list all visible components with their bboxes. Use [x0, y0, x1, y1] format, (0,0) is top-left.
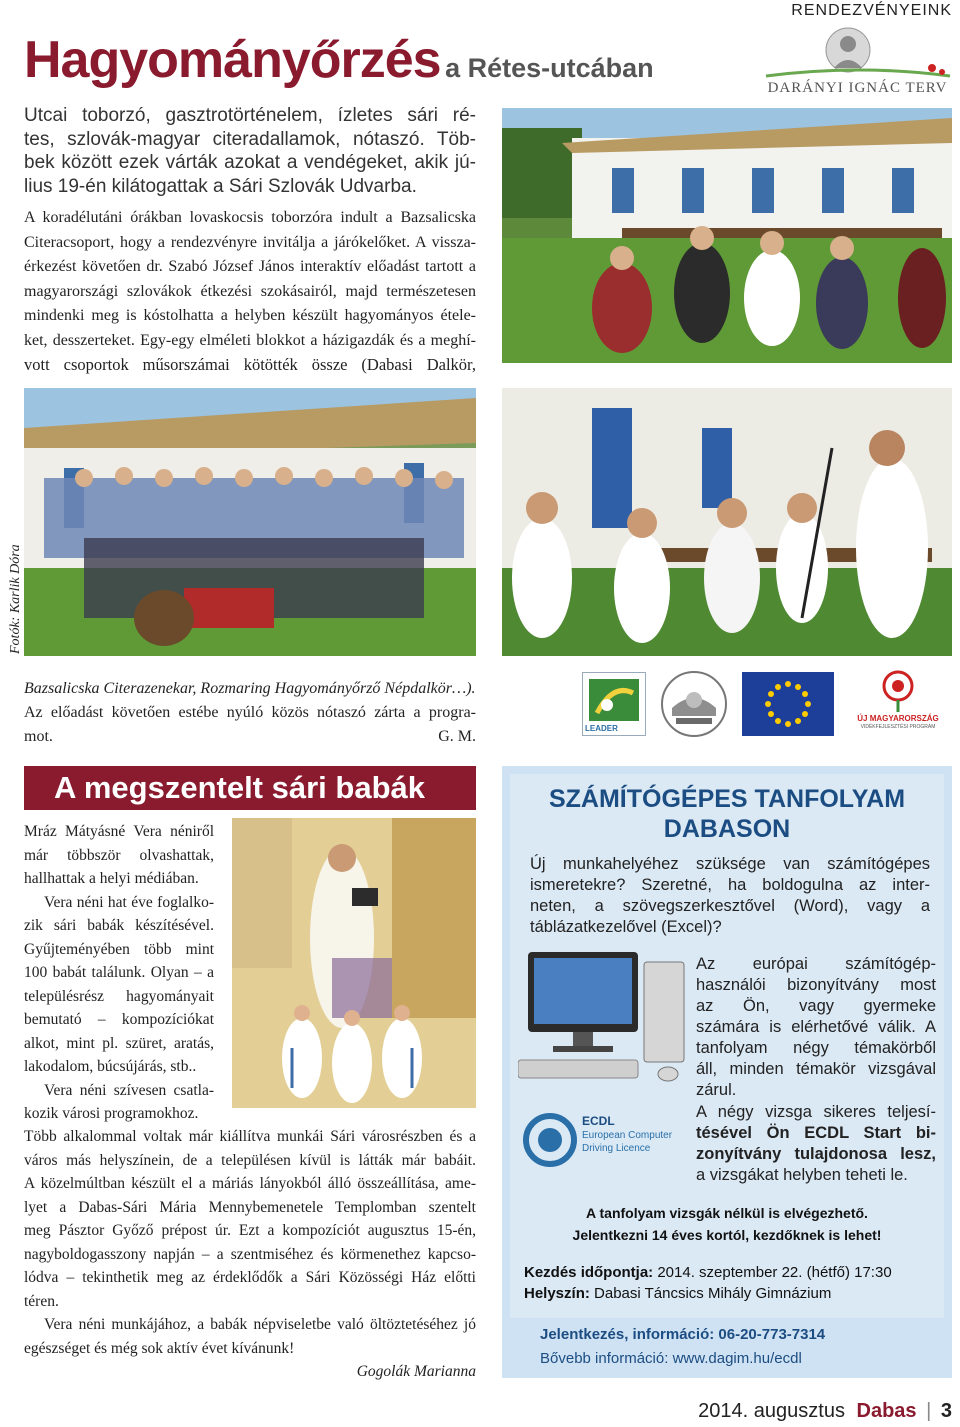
article2-wide-text	[24, 1125, 476, 1384]
article-title	[24, 30, 654, 90]
article2-narrow-text	[24, 820, 214, 1126]
lead-line: bek között ezek várták azokat a vendégeket, akik jú-	[24, 152, 476, 173]
ad-schedule	[524, 1262, 944, 1304]
final-line: egészséget és még sok aktív évet kívánunk!	[24, 1339, 295, 1357]
ad-ecdl-line: zonyítvány tulajdonosa lesz,	[696, 1145, 936, 1163]
uj-magyarorszag-logo	[842, 668, 954, 740]
page-footer	[698, 1400, 952, 1423]
ad-right-text	[696, 954, 936, 1101]
lead-line: lius 19-én kilátogattak a Sári Szlovák Udvarba.	[24, 175, 417, 197]
ecdl-line2: Driving Licence	[582, 1143, 651, 1154]
wide-line: Több alkalommal voltak már kiállítva munkái Sári városrészben és a	[24, 1128, 476, 1145]
photo-church-dolls	[232, 818, 476, 1108]
leader-label: LEADER	[585, 724, 618, 733]
wide-line: város más helyszínein, de a településen kívül is látták már babáit.	[24, 1151, 476, 1169]
body-paragraph	[24, 206, 476, 378]
narrow-line: hallhattak a helyi médiában.	[24, 870, 199, 887]
ad-intro	[530, 854, 930, 938]
start-value: 2014. szeptember 22. (hétfő) 17:30	[657, 1264, 892, 1281]
body-line: ket, desszerteket. Egy-egy elméleti blokkot a házigazdák és a meghí-	[24, 331, 476, 349]
ad-title-line: SZÁMÍTÓGÉPES TANFOLYAM	[548, 785, 906, 813]
ad-contact: Jelentkezés, információ: 06-20-773-7314	[540, 1326, 826, 1343]
continuation-paragraph	[24, 677, 476, 749]
ad-intro-line: táblázatkezelővel (Excel)?	[530, 918, 722, 936]
narrow-line: kozik városi programokhoz.	[24, 1105, 199, 1122]
narrow-line: Vera néni szívesen csatla-	[44, 1081, 214, 1099]
narrow-line: 100 babát találunk. Olyan – a	[24, 964, 214, 981]
narrow-line: zik sári babák készítésével.	[24, 917, 214, 934]
last-line: mot.	[24, 728, 53, 745]
wide-line: téren.	[24, 1292, 59, 1310]
narrow-line: Gyűjteményében több mint	[24, 940, 214, 958]
ad-ecdl-line: A négy vizsga sikeres teljesí-	[696, 1103, 936, 1121]
ecdl-logo	[520, 1110, 690, 1170]
body-line: magyarországi szlovákok étkezési szokásairól, majd természetesen	[24, 282, 476, 300]
wide-line: nagyboldogasszony napján – a szentmiséhez és körmenethez kapcso-	[24, 1245, 476, 1263]
ad-right-line: tanfolyam négy témakörből	[696, 1039, 936, 1057]
ad-right-line: számára is elérhetővé válik. A	[696, 1018, 936, 1036]
body-line: Citeracsoport, hogy a rendezvényre invitálja a járókelőket. A vissza-	[24, 233, 476, 251]
narrow-line: lakodalom, búcsújárás, stb..	[24, 1058, 197, 1075]
narrow-line: Vera néni hat éve foglalko-	[44, 893, 214, 911]
ad-title-line: DABASON	[663, 815, 791, 843]
body-line: A koradélutáni órákban lovaskocsis toborzóra indult a Bazsalicska	[24, 209, 476, 226]
narrow-line: már többször olvashattak,	[24, 846, 214, 864]
author: Gogolák Marianna	[356, 1363, 476, 1380]
narrow-line: Mráz Mátyásné Vera néniről	[24, 823, 214, 840]
lead-line: Utcai toborzó, gasztrotörténelem, ízletes sári ré-	[24, 105, 476, 126]
footer-page-number: 3	[940, 1400, 952, 1422]
uj-magyarorszag-label: ÚJ MAGYARORSZÁG	[857, 714, 939, 723]
leader-logo	[582, 672, 646, 736]
section-label: RENDEZVÉNYEINK	[791, 2, 952, 19]
eu-flag-logo	[742, 672, 834, 736]
lead-line: tes, szlovák-magyar citeradallamok, nótaszó. Töb-	[24, 128, 476, 150]
computer-course-ad	[502, 766, 952, 1378]
ad-intro-line: Új munkahelyéhez szüksége van számítógépes	[530, 855, 930, 873]
narrow-line: alkot, mint pl. szüret, aratás,	[24, 1034, 214, 1052]
wide-line: A közelmúltban készült el a máriás lányokból álló összeállítása, ame-	[24, 1175, 476, 1192]
photo-musicians	[502, 388, 952, 656]
ad-intro-line: ismeretekre? Szeretné, ha boldogulna az inter-	[530, 876, 930, 894]
narrow-line: bemutató – kompozíciókat	[24, 1011, 214, 1028]
venue-label: Helyszín:	[524, 1285, 590, 1302]
ad-bold-notes	[510, 1202, 944, 1246]
ecdl-name: ECDL	[582, 1114, 615, 1128]
footer-separator: |	[926, 1400, 932, 1422]
last-line-row	[24, 725, 476, 749]
ad-right-line: áll, minden témakör vizsgával	[696, 1060, 936, 1078]
venue-value: Dabasi Táncsics Mihály Gimnázium	[594, 1285, 832, 1302]
body-line: érkezést követően dr. Szabó József János interaktív előadást tartott a	[24, 258, 476, 275]
ad-right-line: zárul.	[696, 1081, 737, 1099]
narrow-line: településrész hagyományait	[24, 987, 214, 1005]
wide-line: lyet a Dabas-Sári Mária Mennybemenetele Templomban szentelt	[24, 1198, 476, 1216]
ecdl-line1: European Computer	[582, 1130, 673, 1141]
body-line: mindenki meg is kóstolhatta a helyben készült hagyományos étele-	[24, 307, 476, 324]
ad-bold-line: A tanfolyam vizsgák nélkül is elvégezhető.	[586, 1205, 868, 1221]
ad-ecdl-line: tésével Ön ECDL Start bi-	[696, 1124, 936, 1142]
ad-right-line: az Ön, vagy gyermeke	[696, 997, 936, 1015]
daranyi-logo-label: DARÁNYI IGNÁC TERV	[767, 80, 948, 96]
footer-brand: Dabas	[856, 1400, 917, 1422]
daranyi-ignac-terv-logo	[760, 24, 955, 104]
start-label: Kezdés időpontja:	[524, 1264, 654, 1281]
computer-illustration	[518, 942, 694, 1092]
ad-ecdl-text	[696, 1102, 936, 1186]
wide-line: meg Pásztor Győző prépost úr. Ezt a kompozíciót augusztus 15-én,	[24, 1222, 476, 1239]
wide-line: lódva – tekinthetik meg az érdeklődők a Sári Közösségi Ház előtti	[24, 1269, 476, 1286]
continuation-line: Az előadást követően estébe nyúló közös nótaszó zárta a progra-	[24, 704, 476, 721]
body-line: vott csoportok műsorszámai kötötték össze (Dabasi Dalkör,	[24, 355, 476, 374]
ad-right-line: használói bizonyítvány most	[696, 976, 936, 994]
ad-title	[510, 784, 944, 844]
final-line: Vera néni munkájához, a babák népviseletbe való öltöztetéséhez jó	[44, 1316, 476, 1333]
photo-courtyard-event	[502, 108, 952, 363]
photo-credit: Fotók: Karlik Dóra	[8, 544, 23, 654]
signature: G. M.	[438, 728, 476, 745]
title-main: Hagyományőrzés	[24, 31, 441, 89]
ad-intro-line: neten, a szövegszerkesztővel (Word), vagy a	[530, 897, 930, 915]
rural-development-logo	[660, 670, 728, 738]
photo-group	[24, 388, 476, 656]
continuation-line: Bazsalicska Citerazenekar, Rozmaring Hagyományőrző Népdalkör…).	[24, 680, 476, 697]
ad-ecdl-line: a vizsgákat helyben teheti le.	[696, 1166, 908, 1184]
ad-contact-band	[510, 1318, 944, 1378]
footer-date: 2014. augusztus	[698, 1400, 845, 1422]
ad-right-line: Az európai számítógép-	[696, 955, 936, 973]
title-sub: a Rétes-utcában	[445, 53, 654, 83]
lead-paragraph	[24, 104, 476, 198]
ad-more-info[interactable]: Bővebb információ: www.dagim.hu/ecdl	[540, 1350, 802, 1367]
uj-magyarorszag-sublabel: VIDÉKFEJLESZTÉSI PROGRAM	[860, 724, 936, 730]
ad-bold-line: Jelentkezni 14 éves kortól, kezdőknek is lehet!	[572, 1227, 882, 1243]
article2-title: A megszentelt sári babák	[24, 766, 476, 810]
